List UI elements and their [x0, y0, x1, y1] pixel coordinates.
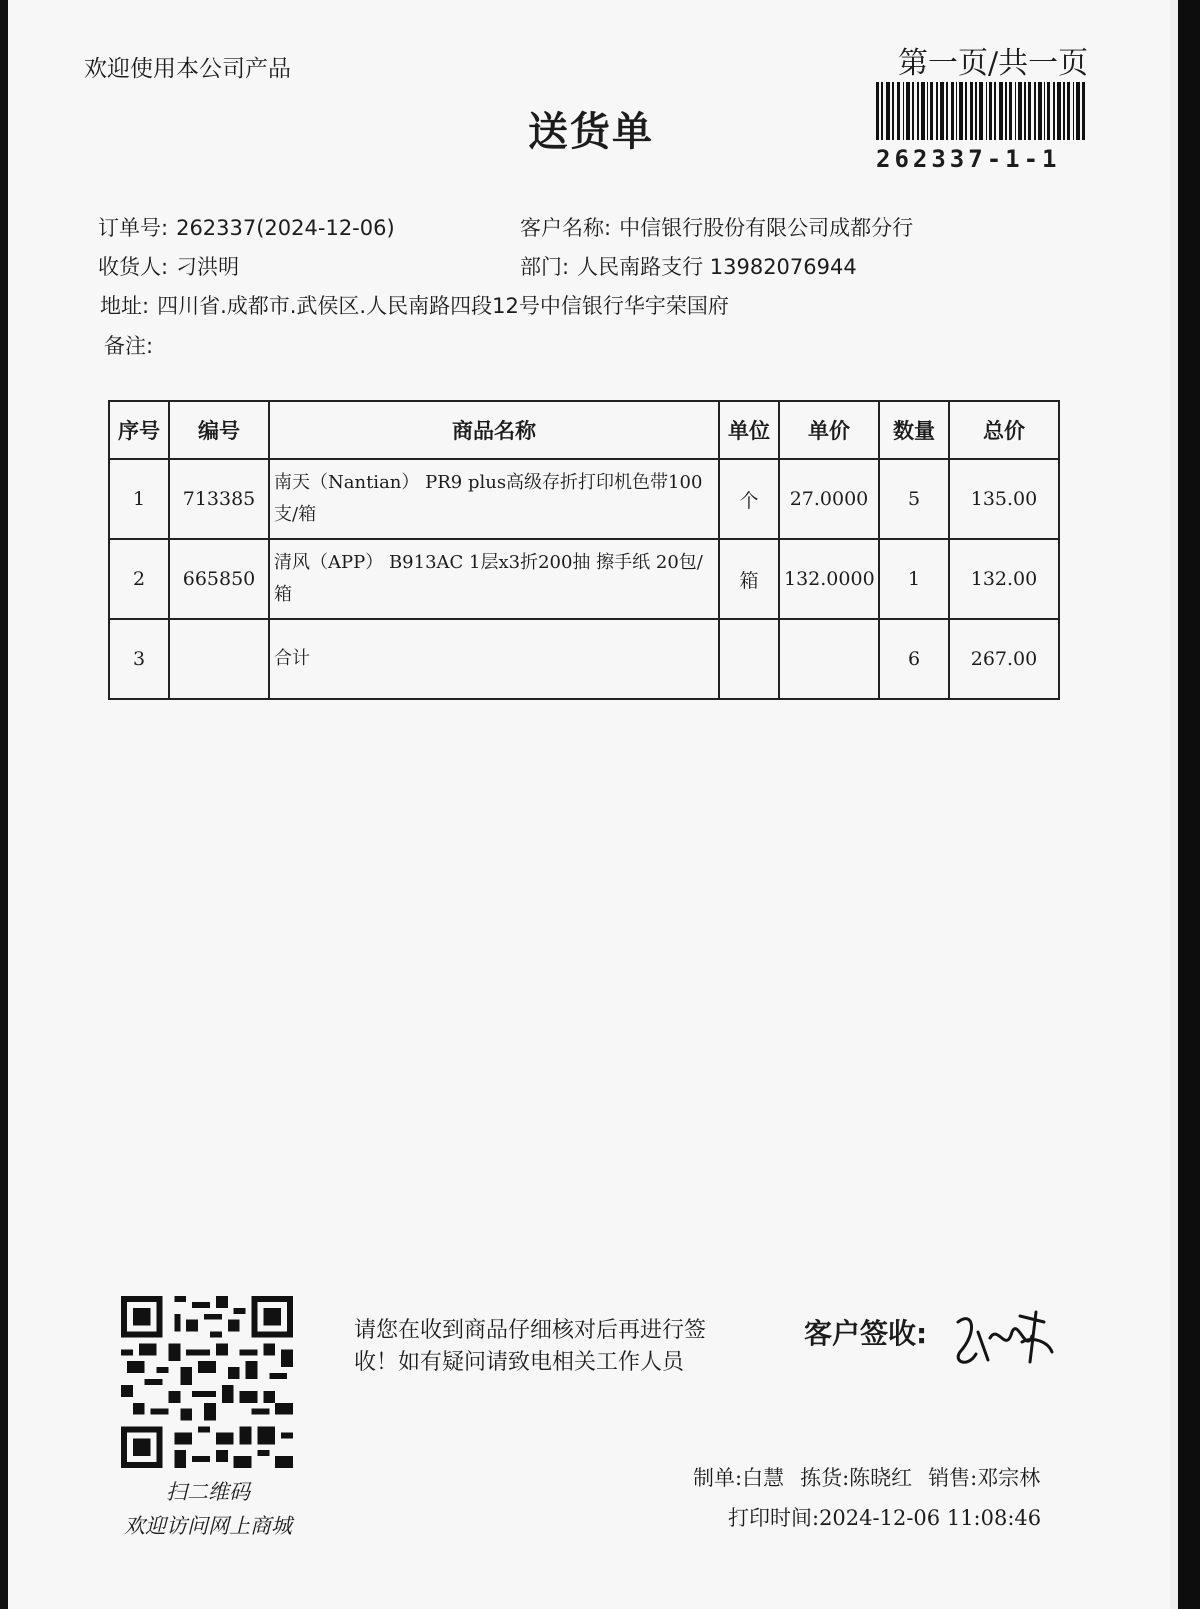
- department-value: 人民南路支行 13982076944: [577, 255, 857, 279]
- header-unit: 单位: [719, 401, 779, 459]
- table-row: [109, 539, 1059, 619]
- delivery-note-paper: [8, 0, 1170, 1609]
- picker-text: 拣货:陈晓红: [800, 1466, 913, 1490]
- receipt-notice: 请您在收到商品仔细核对后再进行签收！如有疑问请致电相关工作人员: [354, 1318, 707, 1375]
- cell-seq: 2: [109, 539, 169, 619]
- cell-total: 267.00: [949, 619, 1059, 699]
- header-unit-price: 单价: [779, 401, 879, 459]
- department-label: 部门:: [520, 255, 570, 279]
- customer-sign-label: 客户签收:: [804, 1317, 928, 1350]
- cell-total: 135.00: [949, 459, 1059, 539]
- cell-unit: 个: [719, 459, 779, 539]
- print-time: 打印时间:2024-12-06 11:08:46: [728, 1506, 1042, 1530]
- staff-line: [693, 1462, 1040, 1492]
- maker-text: 制单:白慧: [693, 1466, 785, 1490]
- header-code: 编号: [169, 401, 269, 459]
- order-number-value: 262337(2024-12-06): [176, 216, 395, 240]
- background-edge-right: [1178, 0, 1200, 1609]
- header-quantity: 数量: [879, 401, 949, 459]
- cell-seq: 3: [109, 619, 169, 699]
- address-value: 四川省.成都市.武侯区.人民南路四段12号中信银行华宇荣国府: [157, 294, 729, 318]
- customer-label: 客户名称:: [520, 216, 612, 240]
- items-table: [108, 400, 1060, 700]
- customer-value: 中信银行股份有限公司成都分行: [619, 216, 914, 240]
- page-indicator: 第一页/共一页: [898, 46, 1089, 81]
- remark-row: [104, 330, 161, 360]
- cell-product-name: 合计: [269, 619, 719, 699]
- customer-row: [520, 212, 913, 242]
- handwritten-signature: [948, 1302, 1058, 1374]
- qr-caption-line-1: 扫二维码: [166, 1480, 250, 1504]
- order-number-row: [98, 212, 395, 242]
- receiver-row: [98, 251, 239, 281]
- address-row: [100, 290, 729, 320]
- order-number-label: 订单号:: [98, 216, 169, 240]
- barcode-number: 262337-1-1: [876, 145, 1061, 173]
- cell-unit-price: 27.0000: [779, 459, 879, 539]
- cell-quantity: 1: [879, 539, 949, 619]
- sales-text: 销售:邓宗林: [928, 1466, 1041, 1490]
- cell-unit: [719, 619, 779, 699]
- qr-caption: [108, 1475, 308, 1543]
- cell-product-name: 南天（Nantian） PR9 plus高级存折打印机色带100支/箱: [269, 459, 719, 539]
- cell-unit-price: 132.0000: [779, 539, 879, 619]
- qr-code-icon: [121, 1296, 293, 1468]
- table-row: [109, 459, 1059, 539]
- table-row-total: [109, 619, 1059, 699]
- cell-quantity: 5: [879, 459, 949, 539]
- receiver-value: 刁洪明: [176, 255, 240, 279]
- barcode-icon: [876, 82, 1086, 140]
- table-header-row: [109, 401, 1059, 459]
- receiver-label: 收货人:: [98, 255, 169, 279]
- cell-code: 713385: [169, 459, 269, 539]
- remark-label: 备注:: [104, 334, 154, 358]
- department-row: [520, 251, 857, 281]
- header-seq: 序号: [109, 401, 169, 459]
- address-label: 地址:: [100, 294, 150, 318]
- cell-code: 665850: [169, 539, 269, 619]
- document-title: 送货单: [528, 109, 654, 155]
- header-product-name: 商品名称: [269, 401, 719, 459]
- welcome-text: 欢迎使用本公司产品: [84, 56, 291, 82]
- qr-caption-line-2: 欢迎访问网上商城: [124, 1514, 292, 1538]
- header-total: 总价: [949, 401, 1059, 459]
- cell-code: [169, 619, 269, 699]
- cell-product-name: 清风（APP） B913AC 1层x3折200抽 擦手纸 20包/箱: [269, 539, 719, 619]
- cell-unit: 箱: [719, 539, 779, 619]
- cell-quantity: 6: [879, 619, 949, 699]
- cell-total: 132.00: [949, 539, 1059, 619]
- cell-unit-price: [779, 619, 879, 699]
- cell-seq: 1: [109, 459, 169, 539]
